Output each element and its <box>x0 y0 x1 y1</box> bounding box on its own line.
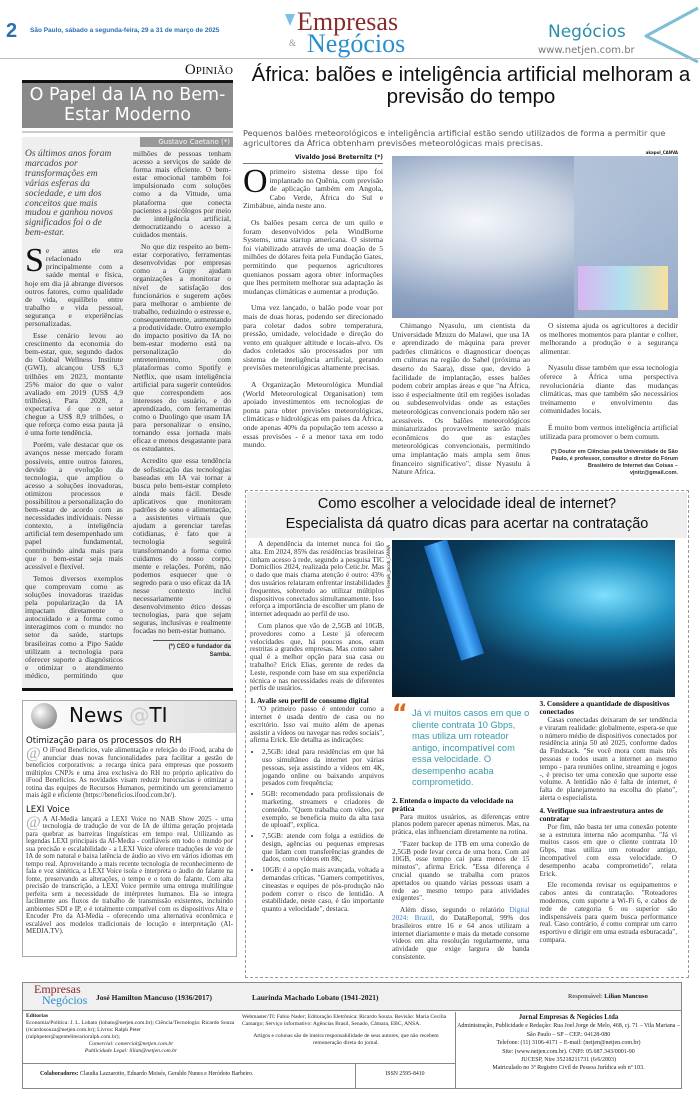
site-url[interactable]: www.netjen.com.br <box>538 45 635 56</box>
opinion-paragraph: Acredito que essa tendência de sofisticação das tecnologias baseadas em IA vai tornar a busca pelo bem-estar completo ainda mais fácil. Desde aplicativos que monitoram padrões de sono e alimentação, a assistentes virtuais que ajudam a gerenciar tarefas cotidianas, é fato que a tecnologia seguirá transformando a forma como cuidamos do nosso corpo, mente e relações. Porém, não podemos esquecer que o segredo para o uso eficaz da IA nesse contexto inclui necessariamente o desenvolvimento ético dessas tecnologias, para que sejam seguras, inclusivas e realmente focadas no bem-estar humano. <box>133 456 231 636</box>
colab-label: Colaboradores: <box>40 1071 80 1077</box>
africa-paragraph: primeiro sistema desse tipo foi implantado no Quênia, com previsão de aplicação também em Angola, Cabo Verde, África do Sul e Zimbábue, ainda neste ano. <box>243 167 383 211</box>
news-ti-body <box>26 736 233 936</box>
section-name: Negócios <box>548 22 626 42</box>
speed-list-item: • 10GB: é a opção mais avançada, voltada a demandas críticas. "Gamers competitivos, cineastas e equipes de pós-produção não podem correr o risco de lentidão. A estabilidade, neste caso, é tão importante quanto a velocidade", destaca. <box>262 867 384 914</box>
africa-author: Vivaldo José Breternitz (*) <box>243 154 383 164</box>
internet-headline <box>247 492 687 538</box>
ti-word: TI <box>149 703 168 727</box>
africa-paragraph: Uma vez lançado, o balão pode voar por mais de duas horas, podendo ser direcionado para coletar dados sobre temperatura, pressão, umidade, velocidade e direção do vento em qualquer altitude e locais-alvo. Os dados coletados são processados por um sistema de inteligência artificial, gerando previsões meteorológicas altamente precisas. <box>243 303 383 373</box>
internet-paragraph: Além disso, segundo o relatório <box>400 906 510 915</box>
globe-icon <box>31 703 57 729</box>
disclaimer-text: Artigos e colunas são de inteira responsabilidade de seus autores, que não recebem remuneração direta do jornal. <box>253 1033 439 1046</box>
company-site: Site: (www.netjen.com.br). CNPJ: 05.687.343/0001-90 <box>502 1048 635 1055</box>
africa-col-1 <box>243 163 383 458</box>
editorias-label: Editorias <box>26 1013 49 1019</box>
editorias <box>26 1013 236 1055</box>
logo-negocios: Negócios <box>307 29 406 58</box>
section-triangle-icon <box>640 4 700 64</box>
internet-paragraph: Para muitos usuários, as diferenças entre planos podem parecer apenas números. Mas, na prática, elas influenciam diretamente na rotina. <box>392 812 530 837</box>
news-item-title: LEXI Voice <box>26 804 70 815</box>
logo-empresas: Empresas <box>34 982 81 996</box>
africa-paragraph: O sistema ajuda os agricultores a decidir os melhores momentos para plantar e colher, melhorando a produção e a segurança alimentar. <box>540 321 678 356</box>
internet-paragraph: , do DataReportal, 99% dos brasileiros entre 16 e 64 anos utilizam a internet diariamente e mais da metade consome vídeos em alta resolução regularmente, uma atividade que exige largura de banda consistente. <box>392 914 530 962</box>
news-ti-title <box>69 703 168 727</box>
opinion-paragraph: Temos diversos exemplos que comprovam como as soluções inovadoras trazidas pela popularização da IA impactam diretamente o autocuidado e a forma como interagimos com o mundo: no setor da saúde, startups brasileiras como a Pipo Saúde utilizam a tecnologia para oferecer suporte a diagnósticos e otimizar o atendimento médico, permitindo que milhões de pessoas tenham acesso a serviços de saúde de forma mais eficiente. O bem-estar emocional também foi impulsionado com soluções como a da Vittude, uma plataforma que conecta pacientes a psicólogos por meio de inteligência artificial, democratizando o acesso a cuidados mentais. <box>25 149 231 680</box>
colab-names: Claudia Lazzarotto, Eduardo Moisés, Geraldo Nunes e Heródoto Barbeiro. <box>80 1071 254 1077</box>
opinion-paragraph: Esse cenário levou ao crescimento da economia do bem-estar, que, segundo dados do Global Wellness Institute (GWI), alcançou US$ 6,3 trilhões em 2023, montante 25% maior do que o valor avaliado em 2019 (US$ 4,9 trilhões). Para 2028, a expectativa é que o setor chegue a US$ 8,9 trilhões, o que reforça como essa pauta já é uma forte tendência. <box>25 331 123 438</box>
news-ti-header <box>23 701 236 733</box>
africa-paragraph: Nyasulu disse também que essa tecnologia oferece à África uma perspectiva revolucionária diante das mudanças climáticas, mas que também são necessários treinamento e envolvimento das comunidades locais. <box>540 363 678 416</box>
opinion-paragraph: No que diz respeito ao bem-estar corporativo, ferramentas desenvolvidas por empresas como a Gupy ajudam organizações a monitorar o nível de satisfação dos funcionários e sugerem ações para melhorar o ambiente de trabalho, reduzindo o estresse e, consequentemente, aumentando a produtividade. Outro exemplo do impacto positivo da IA no bem-estar moderno está na personalização do entretenimento, com plataformas como Spotify e Netflix, que usam inteligência artificial para sugerir conteúdos que correspondem aos interesses do usuário, e do aprendizado, com ferramentas como o Duolingo que usam IA para personalizar o ensino, tornando essa jornada mais eficaz e menos desgastante para os estudantes. <box>133 242 231 454</box>
header-divider <box>0 58 700 59</box>
speed-list <box>250 749 384 914</box>
ethernet-cable <box>424 540 484 661</box>
founder-1: José Hamilton Mancuso (1936/2017) <box>96 993 213 1002</box>
africa-paragraph: Os balões pesam cerca de um quilo e foram desenvolvidos pela WindBorne Systems, uma startup americana. O sistema foi viabilizado através de uma doação de 5 milhões de dólares feita pela Fundação Gates, permitindo que pequenos agricultores quenianos possam agora obter informações que lhes permitem melhorar sua adaptação às mudanças climáticas e aumentar a produção. <box>243 217 383 296</box>
opinion-title: O Papel da IA no Bem-Estar Moderno <box>22 83 233 128</box>
internet-paragraph: A dependência da internet nunca foi tão alta. Em 2024, 85% das residências brasileiras tinham acesso à rede, segundo a pesquisa TIC Domicílios 2024, realizada pelo Cetic.br. Mas o dado que mais chama atenção é outro: 43% dos usuários relataram enfrentar instabilidades frequentes, sobretudo ao utilizar múltiplos dispositivos conectados simultaneamente. Isso reforça a importância de escolher um plano de internet adequado ao perfil de uso. <box>250 540 384 619</box>
clouds-weather-photo <box>392 156 678 318</box>
at-icon: @ <box>26 815 41 831</box>
africa-paragraph: Chimango Nyasulu, um cientista da Universidade Mzuzu do Malawi, que usa IA e aprendizado de máquina para prever padrões climáticos e diagnosticar doenças em culturas na região do Sahel (próxima ao deserto do Saara), disse que, devido à facilidade de implantação, esses balões podem cobrir amplas áreas e que "na África, isso é especialmente útil em regiões isoladas ou subdesenvolvidas onde as estações meteorológicas convencionais podem não ser acessíveis. Os balões meteorológicos miniaturizados provavelmente serão mais econômicos do que as estações meteorológicas convencionais, permitindo uma implantação mais ampla sem ônus financeiro significativo", disse Nyasulu à Nature Africa. <box>392 321 530 477</box>
photo-credit: akapol_CANVA <box>645 150 678 155</box>
company-name: Jornal Empresas & Negócios Ltda <box>518 1014 619 1021</box>
opinion-paragraph: Porém, vale destacar que os avanços nesse mercado foram possíveis, entre outros fatores, devido a evolução da tecnologia, que ampliou o acesso a soluções inovadoras, otimizou processos e possibilitou a personalização do bem-estar de acordo com as necessidades individuais. Nesse contexto, a inteligência artificial tem desempenhado um papel fundamental, contribuindo ainda mais para que o bem-estar seja mais acessível e flexível. <box>25 440 123 571</box>
news-word: News <box>69 703 130 727</box>
quote-mark-icon: “ <box>392 700 408 727</box>
company-phone: Telefone: (11) 3106-4171 – E-mail: (netjen@netjen.com.br) <box>496 1040 641 1047</box>
opinion-lead: Os últimos anos foram marcados por transformações em várias esferas da sociedade, e um dos conceitos que mais mudou e ganhou novos significados foi o de bem-estar. <box>25 149 113 239</box>
opinion-rule <box>22 131 233 133</box>
africa-paragraph: A Organização Meteorológica Mundial (World Meteorological Organisation) tem apoiado investimentos em tecnologias de ponta para obter previsões meteorológicas, climáticas e hidrológicas em países da África, onde apenas 40% da população tem acesso a essas previsões - é a menor taxa em todo mundo. <box>243 380 383 450</box>
publicidade-contact: Publicidade Legal: lilian@netjen.com.br <box>84 1048 178 1054</box>
africa-footnote: (*) Doutor em Ciências pela Universidade de São Paulo, é professor, consultor e diretor do Fórum Brasileiro de Internet das Coisas – vjnitz@gmail.com. <box>550 449 678 477</box>
masthead-logo[interactable] <box>285 7 415 58</box>
webmaster-text: Webmaster/TI: Fabio Nader; Editoração Eletrônica: Ricardo Souza. Revisão: Maria Cecília Camargo; Serviço informativo: Agências Brasil, Senado, Câmara, EBC, ANSA. <box>242 1014 447 1027</box>
internet-paragraph: "Fazer backup de 1TB em uma conexão de 2,5GB pode levar cerca de uma hora. Com até 10GB, esse tempo cai para menos de 15 minutos", afirma Erick. "Essa diferença é crucial quando se trabalha com prazos apertados ou quando várias pessoas usam a rede ao mesmo tempo para atividades exigentes". <box>392 839 530 903</box>
network-cable-photo <box>392 540 675 697</box>
africa-headline: África: balões e inteligência artificial melhoram a previsão do tempo <box>251 63 691 108</box>
editorias-text: Economia/Política: J. L. Lobato (lobato@netjen.com.br); Ciência/Tecnologia: Ricardo Souza (ricardosouza@netjen.com.br); Livros: Ralph Peter (ralphpeter@agenteliterarioralph.com.br); <box>26 1020 235 1040</box>
opinion-kicker: Opinião <box>184 62 233 78</box>
internet-paragraph: "O primeiro passo é entender como a internet é usada dentro de casa ou no escritório. Isso vai muito além de apenas assistir a vídeos ou navegar nas redes sociais", afirma Erick. Ele detalha as indicações: <box>250 705 384 745</box>
opinion-body <box>25 150 231 684</box>
drop-cap: O <box>243 163 268 200</box>
internet-subheading: 1. Avalie seu perfil de consumo digital <box>250 696 369 706</box>
africa-subtitle: Pequenos balões meteorológicos e inteligência artificial estão sendo utilizados de forma a permitir que agricultores da África obtenham previsões meteorológicas mais precisas. <box>243 128 666 148</box>
staff-info <box>242 1014 450 1047</box>
drop-cap: S <box>25 242 44 280</box>
comercial-contact: Comercial: comercial@netjen.com.br <box>88 1041 174 1047</box>
company-address: Administração, Publicidade e Redação: Rua Joel Jorge de Melo, 468, cj. 71 – Vila Mariana – São Paulo – SP – CEP.: 04128-080 <box>457 1023 680 1038</box>
africa-paragraph: É muito bom vermos inteligência artificial utilizada para promover o bem comum. <box>540 422 678 441</box>
internet-col-1 <box>250 541 384 917</box>
africa-col-2 <box>392 322 530 485</box>
responsavel-name: Lilian Mancuso <box>604 993 648 1000</box>
at-icon: @ <box>26 747 41 762</box>
company-jucesp: JUCESP, Nire 35218211731 (6/6/2003) <box>520 1057 617 1064</box>
opinion-footnote: (*) CEO e fundador da Samba. <box>153 640 231 659</box>
pull-quote: Já vi muitos casos em que o cliente contrata 10 Gbps, mas utiliza um roteador antigo, incompatível com essa velocidade. O desempenho acaba comprometido. <box>412 708 530 787</box>
issn: ISSN 2595-8410 <box>385 1071 425 1077</box>
internet-paragraph: Casas conectadas deixaram de ser tendência e viraram realidade: globalmente, espera-se que o número médio de dispositivos conectados por residência atinja 50 até 2025, conforme dados da Findstack. "Se você mora com mais três pessoas e todos usam a internet ao mesmo tempo - para reuniões online, streaming e jogos -, é preciso ter uma conexão que suporte esse volume. A lentidão não é falta de internet, é falta de planejamento na escolha do plano", alerta o especialista. <box>539 716 677 802</box>
opinion-bottom-bar <box>22 688 233 691</box>
news-item-text: A AI-Media lançará a LEXI Voice no NAB Show 2025 - uma tecnologia de tradução de voz de IA de última geração projetada para quebrar as barreiras linguísticas em tempo real. Utilizando as legendas LEXI principais da AI-Media - confiáveis em todo o mundo por sua precisão e escalabilidade - a LEXI Voice oferece traduções de voz de IA de som natural e baixa latência de áudio ao vivo em vários idiomas em tempo real. Aproveitando a mais recente tecnologia de reconhecimento de fala e voz sintética, a LEXI Voice isola e interpreta o áudio do falante na fonte, preservando as alterações, o tempo e o tom do falante. Com alta precisão de transcrição, a LEXI Voice permite uma entrega multilíngue perfeita sem a necessidade de intérpretes humanos. Ela se integra facilmente aos fluxos de trabalho de transmissão existentes, incluindo ambientes SDI e IP, e é totalmente compatível com os dispositivos Alta e Encoder Pro da AI-Media - oferecendo uma alternativa econômica e escalável aos modelos tradicionais de locução e interpretação (AI-MEDIA.TV). <box>26 815 233 935</box>
internet-paragraph: Com planos que vão de 2,5GB até 10GB, provedores como a Leste já oferecem velocidades que, há poucos anos, eram restritas a grandes empresas. Mas como saber qual é a melhor opção para sua casa ou trabalho? Erick Elias, gerente de redes da Leste, responde com base em sua experiência técnica e nas necessidades reais de diferentes perfis de usuários. <box>250 621 384 693</box>
company-registry: Matriculado no 3º Registro Civil de Pessoa Jurídica sob nº 103. <box>492 1065 645 1072</box>
responsavel <box>568 993 648 1000</box>
logo-empresas: Empresas <box>297 7 399 36</box>
founder-2: Laurinda Machado Lobato (1941-2021) <box>252 993 379 1002</box>
internet-subheading: 2. Entenda o impacto da velocidade na prática <box>392 795 514 813</box>
page-number: 2 <box>6 20 18 42</box>
internet-paragraph: Por fim, não basta ter uma conexão potente se a estrutura interna não acompanha. "Já vi muitos casos em que o cliente contrata 10 Gbps, mas utiliza um roteador antigo, incompatível com essa velocidade. O desempenho acaba comprometido", relata Erick. <box>539 822 677 878</box>
at-sign: @ <box>129 703 150 727</box>
photo-credit: Freepik_Jacob_CANVA <box>386 545 391 589</box>
africa-col-3 <box>540 322 678 477</box>
internet-col-2-3 <box>392 700 677 975</box>
pull-quote-block <box>392 700 530 789</box>
speed-list-item: • 7,5GB: atende com folga a estúdios de design, agências ou pequenas empresas que lidam com transferências grandes de dados, como vídeos em 8K; <box>262 833 384 864</box>
opinion-paragraph: e antes ele era relacionado principalmente com a saúde mental e física, hoje em dia já abrange diversos outros fatores, como qualidade de vida, equilíbrio entre trabalho e vida pessoal, segurança e experiências personalizadas. <box>25 246 123 328</box>
internet-headline-line-1: Como escolher a velocidade ideal de internet? <box>317 496 617 512</box>
collaborators <box>40 1071 253 1077</box>
internet-subheading: 3. Considere a quantidade de dispositivos conectados <box>539 699 670 716</box>
speed-list-item: • 5GB: recomendado para profissionais de marketing, streamers e criadores de conteúdo. "Quem trabalha com vídeo, por exemplo, se beneficia muito da alta taxa de upload", explica. <box>262 791 384 830</box>
speed-list-item: • 2,5GB: ideal para residências em que há uso simultâneo da internet por várias pessoas, seja assistindo a vídeos em 4K, jogando online ou baixando arquivos pesados com frequência; <box>262 749 384 788</box>
logo-negocios: Negócios <box>42 993 88 1007</box>
logo-triangle-icon <box>285 14 295 26</box>
company-info <box>455 1012 681 1089</box>
internet-headline-line-2: Especialista dá quatro dicas para acertar na contratação <box>285 516 649 532</box>
responsavel-label: Responsável: <box>568 993 605 1000</box>
opinion-author: Gustavo Caetano (*) <box>140 137 233 147</box>
footer-logo <box>26 983 96 1011</box>
chart-graphic <box>578 266 668 310</box>
issue-date: São Paulo, sábado a segunda-feira, 29 a 31 de março de 2025 <box>30 27 220 34</box>
internet-paragraph: Ele recomenda revisar os equipamentos e cabos antes da contratação. "Roteadores modernos, com suporte a Wi-Fi 6, e cabos de rede de categoria 6 ou superior são indispensáveis para quem busca performance real. Caso contrário, é como comprar um carro esportivo e dirigir em uma estrada esburacada", compara. <box>539 881 677 944</box>
news-item-title: Otimização para os processos do RH <box>26 736 182 746</box>
internet-subheading: 4. Verifique sua infraestrutura antes de contratar <box>539 805 664 823</box>
logo-ampersand: & <box>289 38 297 48</box>
digital-2024-link[interactable]: Digital 2024: Brazil <box>392 906 530 923</box>
news-item-text: O iFood Benefícios, vale alimentação e refeição do iFood, acaba de anunciar duas novas funcionalidades para facilitar a gestão de benefícios corporativos: a recarga única para empresas que possuem múltiplos CNPJs e uma área exclusiva do RH no próprio aplicativo do iFood Benefícios. As novidades visam reduzir burocracias e otimizar a rotina das equipes de Recursos Humanos, permitindo um gerenciamento mais ágil e eficiente (https://beneficios.ifood.com.br/). <box>26 747 233 799</box>
